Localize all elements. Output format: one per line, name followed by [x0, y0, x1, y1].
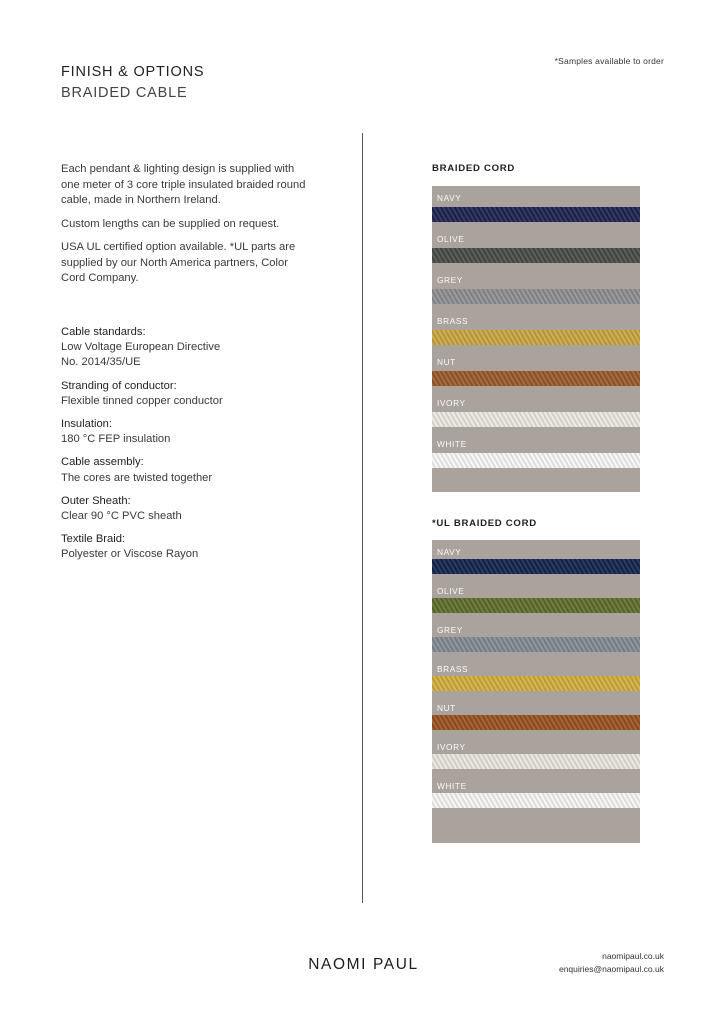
swatch-ivory [432, 391, 640, 432]
column-divider [362, 133, 363, 903]
spec-label: Outer Sheath: [61, 494, 131, 507]
swatch-navy [432, 186, 640, 227]
spec-label: Cable standards: [61, 326, 146, 338]
cord-sample [432, 453, 640, 468]
swatch-brass [432, 657, 640, 696]
intro-paragraph: Custom lengths can be supplied on request. [61, 217, 280, 230]
swatch-nut [432, 696, 640, 735]
spec-label: Insulation: [61, 418, 112, 431]
swatch-ivory [432, 735, 640, 774]
spec-value: The cores are twisted together [61, 471, 213, 484]
spec-item [61, 532, 321, 562]
swatch-label: OLIVE [437, 234, 465, 244]
swatch-olive [432, 227, 640, 268]
swatch-label: NAVY [437, 547, 462, 557]
spec-label: Stranding of conductor: [61, 379, 177, 392]
cable-specs [61, 325, 321, 571]
swatch-navy [432, 540, 640, 579]
swatch-label: NUT [437, 703, 456, 713]
cord-sample [432, 637, 640, 652]
spec-item [61, 417, 321, 447]
cord-sample [432, 330, 640, 345]
braided-cord-title: BRAIDED CORD [432, 163, 516, 174]
cord-sample [432, 559, 640, 574]
email-text: enquiries@naomipaul.co.uk [558, 964, 664, 974]
swatch-label: IVORY [437, 742, 466, 752]
contact-info [559, 950, 664, 976]
website-text: naomipaul.co.uk [602, 951, 664, 961]
page-subtitle: BRAIDED CABLE [61, 85, 188, 101]
page-title: FINISH & OPTIONS [61, 64, 205, 80]
swatch-brass [432, 309, 640, 350]
ul-braided-cord-swatch-panel [432, 540, 640, 843]
cord-sample [432, 793, 640, 808]
swatch-label: GREY [437, 275, 463, 285]
spec-item [61, 325, 321, 371]
cord-sample [432, 248, 640, 263]
swatch-label: WHITE [437, 439, 467, 449]
swatch-label: WHITE [437, 781, 467, 791]
swatch-olive [432, 579, 640, 618]
swatch-label: IVORY [437, 398, 466, 408]
spec-value: Polyester or Viscose Rayon [61, 548, 199, 561]
cord-sample [432, 754, 640, 769]
spec-value: Flexible tinned copper conductor [61, 394, 223, 407]
cord-sample [432, 289, 640, 304]
intro-text [61, 162, 311, 295]
swatch-label: BRASS [437, 316, 469, 326]
intro-paragraph: Each pendant & lighting design is supplied with one meter of 3 core triple insulated braided round cable, made in Northern Ireland. [61, 163, 306, 206]
cord-sample [432, 598, 640, 613]
swatch-label: BRASS [437, 664, 469, 674]
spec-item [61, 494, 321, 524]
intro-paragraph: USA UL certified option available. *UL parts are supplied by our North America partners, Color Cord Company. [61, 241, 296, 284]
swatch-label: OLIVE [437, 586, 465, 596]
samples-note: *Samples available to order [554, 56, 664, 66]
spec-value: Low Voltage European Directive No. 2014/35/UE [61, 341, 221, 369]
cord-sample [432, 715, 640, 730]
cord-sample [432, 207, 640, 222]
swatch-label: NAVY [437, 193, 462, 203]
spec-value: 180 °C FEP insulation [61, 433, 171, 446]
spec-label: Cable assembly: [61, 456, 144, 469]
swatch-grey [432, 618, 640, 657]
cord-sample [432, 676, 640, 691]
spec-value: Clear 90 °C PVC sheath [61, 510, 182, 523]
swatch-label: GREY [437, 625, 463, 635]
spec-item [61, 455, 321, 485]
spec-item [61, 379, 321, 409]
cord-sample [432, 412, 640, 427]
cord-sample [432, 371, 640, 386]
swatch-grey [432, 268, 640, 309]
braided-cord-swatch-panel [432, 186, 640, 492]
brand-logo-text: NAOMI PAUL [308, 956, 419, 973]
swatch-label: NUT [437, 357, 456, 367]
swatch-nut [432, 350, 640, 391]
swatch-white [432, 432, 640, 473]
swatch-white [432, 774, 640, 813]
spec-label: Textile Braid: [61, 533, 126, 546]
ul-braided-cord-title: *UL BRAIDED CORD [432, 518, 537, 529]
